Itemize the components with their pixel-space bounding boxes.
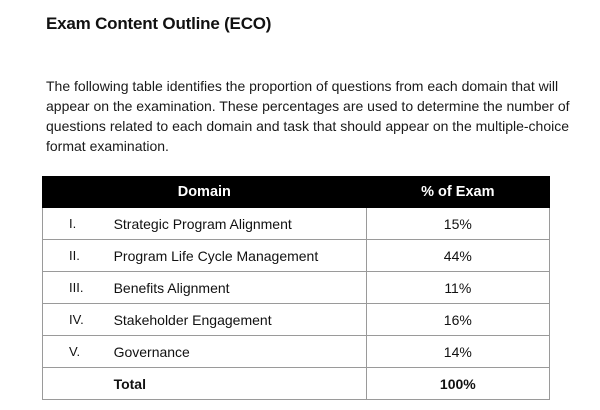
page-title: Exam Content Outline (ECO) xyxy=(46,14,272,33)
table-row xyxy=(43,208,550,240)
domain-number: II. xyxy=(43,240,89,272)
domain-number: IV. xyxy=(43,304,89,336)
domain-name: Strategic Program Alignment xyxy=(89,208,367,240)
domain-percent: 14% xyxy=(366,336,549,368)
total-number-cell xyxy=(43,368,89,400)
domain-column-header: Domain xyxy=(43,177,367,208)
table-row xyxy=(43,304,550,336)
total-label: Total xyxy=(89,368,367,400)
domain-name: Program Life Cycle Management xyxy=(89,240,367,272)
table-header-row xyxy=(43,177,550,208)
domain-name: Governance xyxy=(89,336,367,368)
domain-percent: 16% xyxy=(366,304,549,336)
domain-number: V. xyxy=(43,336,89,368)
table-row xyxy=(43,240,550,272)
percent-column-header: % of Exam xyxy=(366,177,549,208)
domain-percent: 15% xyxy=(366,208,549,240)
table-row xyxy=(43,272,550,304)
eco-table xyxy=(42,176,550,400)
domain-name: Stakeholder Engagement xyxy=(89,304,367,336)
total-percent: 100% xyxy=(366,368,549,400)
intro-paragraph: The following table identifies the proportion of questions from each domain that will appear on the examination. These percentages are used to determine the number of questions related to each domain and task that should appear on the multiple-choice format examination. xyxy=(46,78,570,154)
table-row xyxy=(43,336,550,368)
domain-percent: 44% xyxy=(366,240,549,272)
domain-number: III. xyxy=(43,272,89,304)
domain-percent: 11% xyxy=(366,272,549,304)
table-total-row xyxy=(43,368,550,400)
domain-number: I. xyxy=(43,208,89,240)
domain-name: Benefits Alignment xyxy=(89,272,367,304)
